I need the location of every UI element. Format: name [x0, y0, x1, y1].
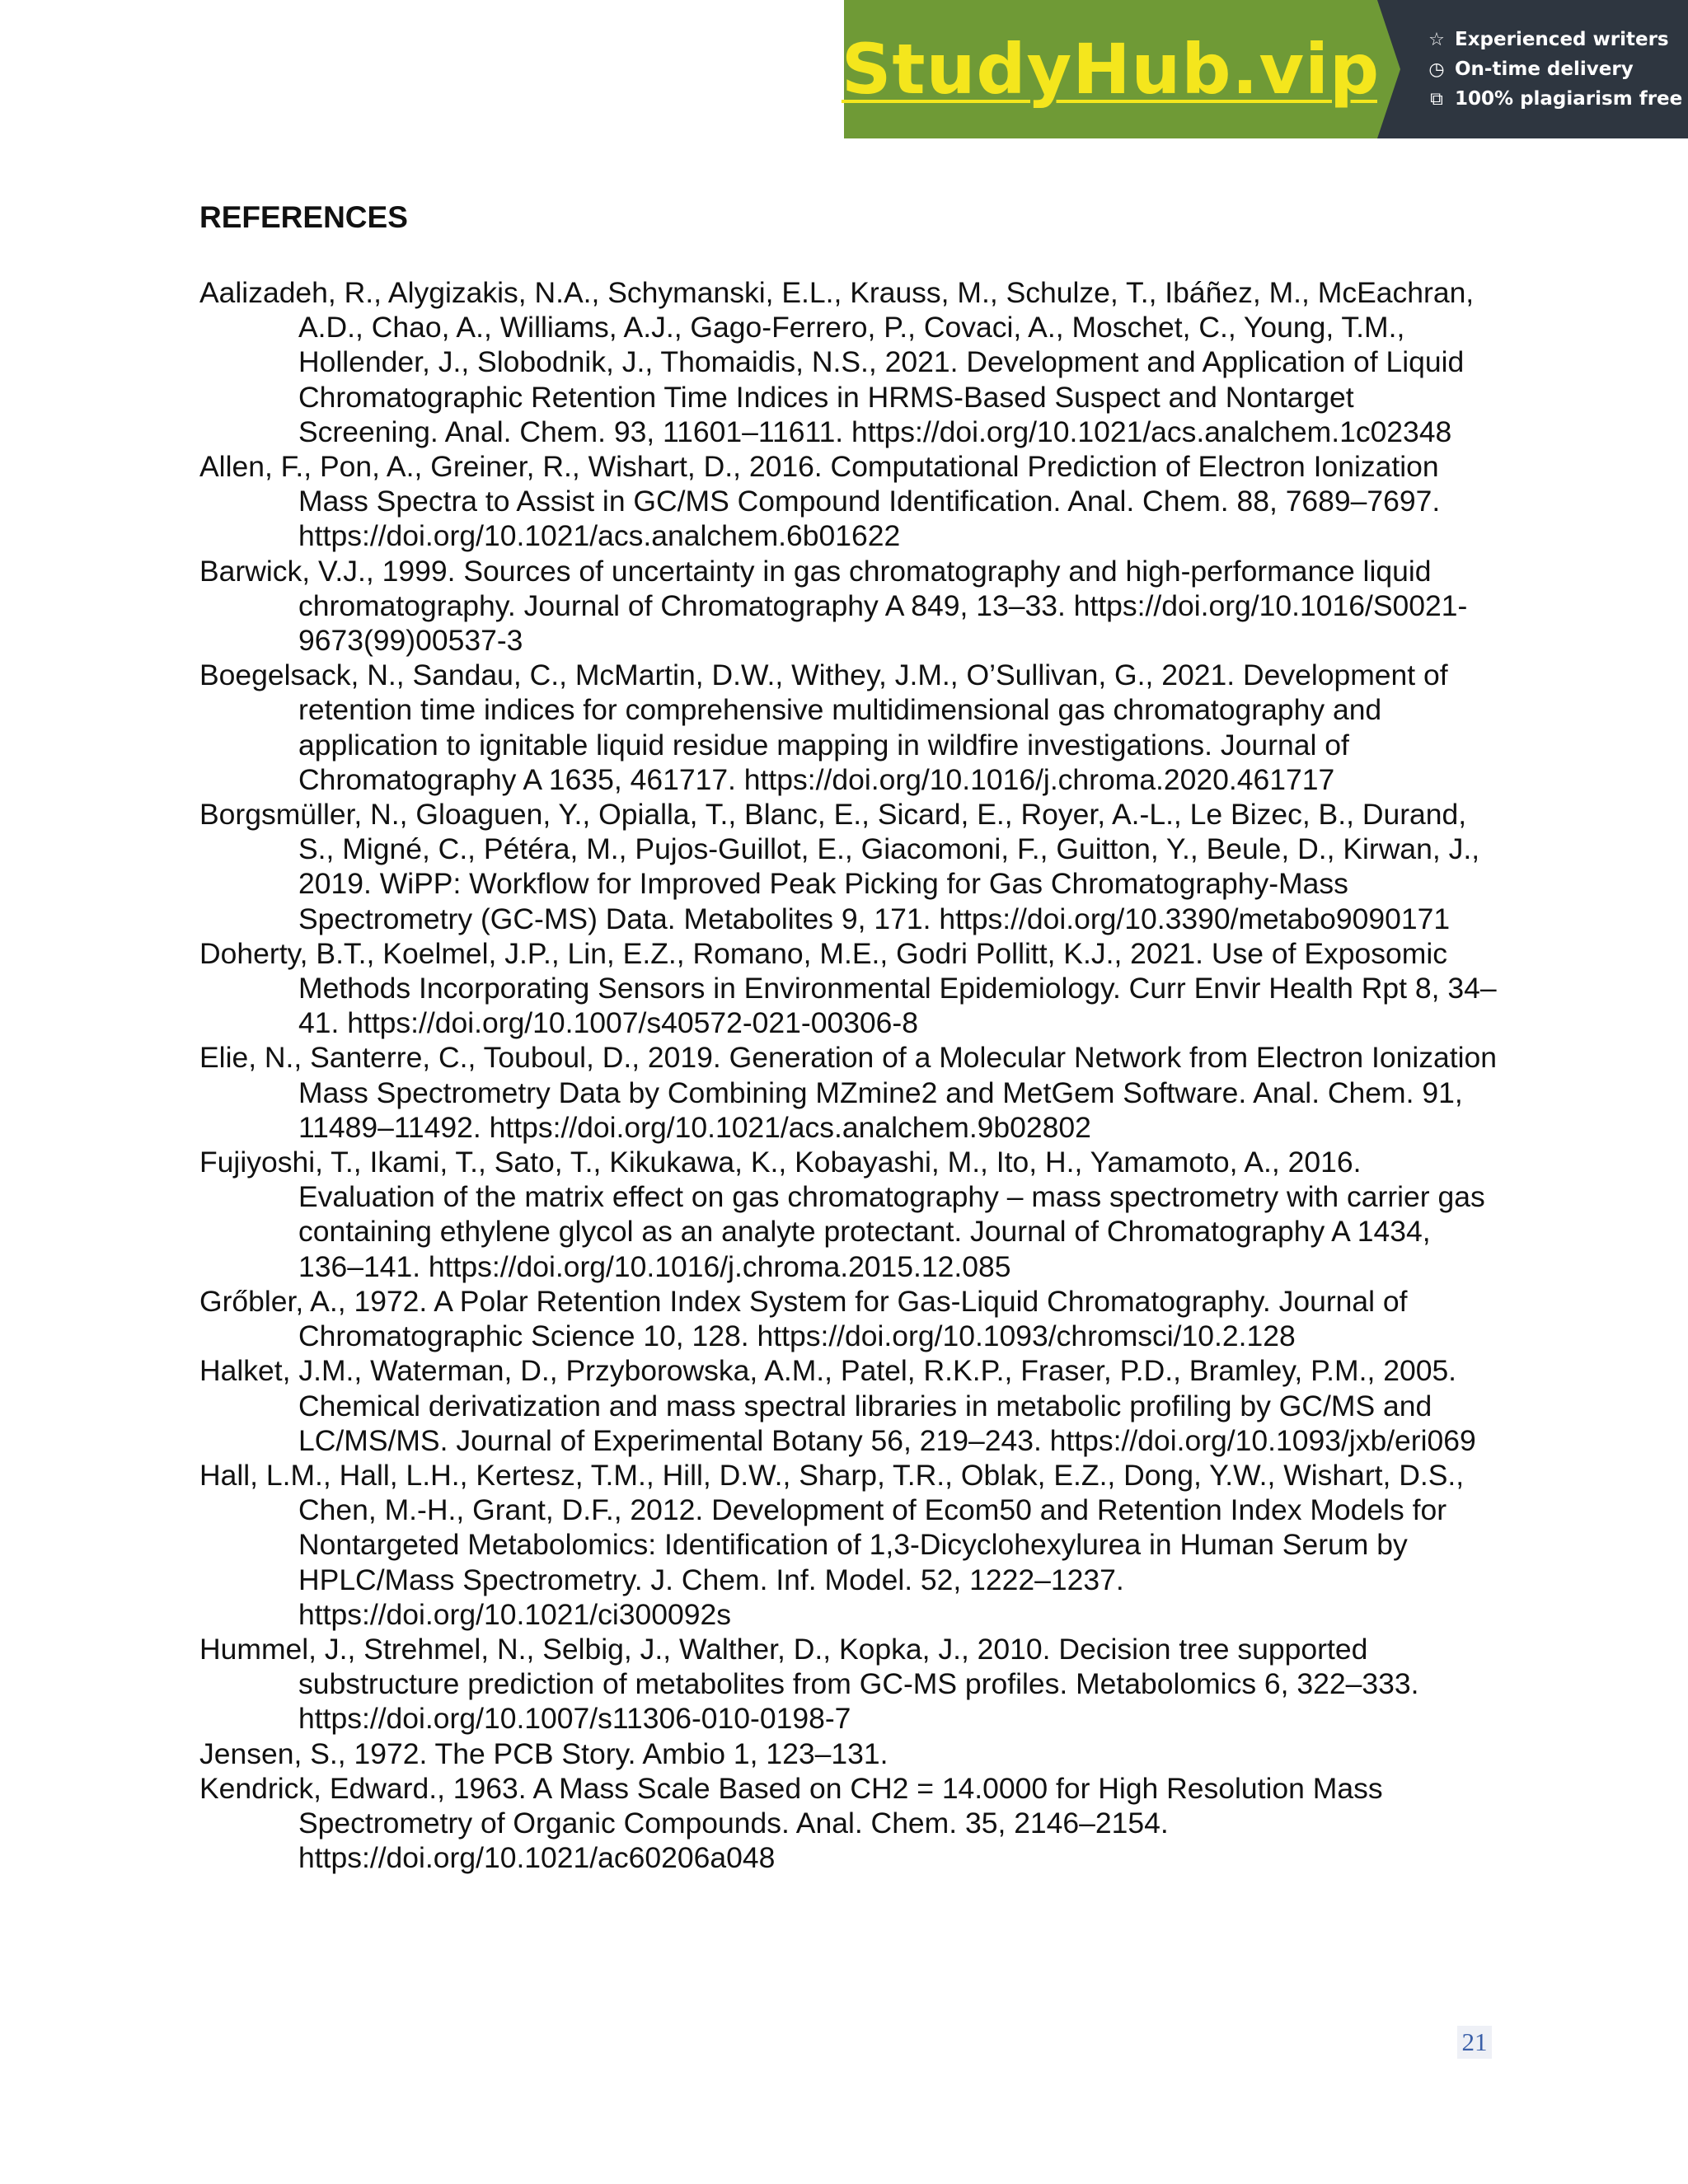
- reference-item: Halket, J.M., Waterman, D., Przyborowska, A.M., Patel, R.K.P., Fraser, P.D., Bramley, P.M., 2005. Chemical derivatization and mass spectral libraries in metabolic profiling by GC/MS and LC/MS/MS. Journal of Experimental Botany 56, 219–243. https://doi.org/10.1093/jxb/eri069: [199, 1354, 1476, 1457]
- reference-item: Jensen, S., 1972. The PCB Story. Ambio 1, 123–131.: [199, 1736, 889, 1770]
- feature-label: On-time delivery: [1455, 59, 1634, 80]
- reference-item: Grőbler, A., 1972. A Polar Retention Index System for Gas-Liquid Chromatography. Journal of Chromatographic Science 10, 128. https://doi.org/10.1093/chromsci/10.2.128: [199, 1284, 1408, 1353]
- reference-item: Fujiyoshi, T., Ikami, T., Sato, T., Kikukawa, K., Kobayashi, M., Ito, H., Yamamoto, A., 2016. Evaluation of the matrix effect on gas chromatography – mass spectrometry with carrier gas containing ethylene glycol as an analyte protectant. Journal of Chromatography A 1434, 136–141. https://doi.org/10.1016/j.chroma.2015.12.085: [199, 1146, 1485, 1283]
- star-icon: ☆: [1428, 29, 1445, 50]
- reference-item: Hall, L.M., Hall, L.H., Kertesz, T.M., Hill, D.W., Sharp, T.R., Oblak, E.Z., Dong, Y.W., Wishart, D.S., Chen, M.-H., Grant, D.F., 2012. Development of Ecom50 and Retention Index Models for Nontargeted Metabolomics: Identification of 1,3-Dicyclohexylurea in Human Serum by HPLC/Mass Spectrometry. J. Chem. Inf. Model. 52, 1222–1237. https://doi.org/10.1021/ci300092s: [199, 1458, 1465, 1631]
- reference-item: Boegelsack, N., Sandau, C., McMartin, D.W., Withey, J.M., O’Sullivan, G., 2021. Development of retention time indices for comprehensive multidimensional gas chromatography and application to ignitable liquid residue mapping in wildfire investigations. Journal of Chromatography A 1635, 461717. https://doi.org/10.1016/j.chroma.2020.461717: [199, 658, 1448, 796]
- studyhub-banner[interactable]: [841, 0, 1688, 138]
- references-heading: REFERENCES: [199, 200, 408, 234]
- clock-icon: ◷: [1428, 59, 1445, 80]
- copy-icon: ⧉: [1430, 88, 1443, 110]
- reference-item: Allen, F., Pon, A., Greiner, R., Wishart, D., 2016. Computational Prediction of Electron Ionization Mass Spectra to Assist in GC/MS Compound Identification. Anal. Chem. 88, 7689–7697. https://doi.org/10.1021/acs.analchem.6b01622: [199, 450, 1441, 553]
- reference-item: Hummel, J., Strehmel, N., Selbig, J., Walther, D., Kopka, J., 2010. Decision tree supported substructure prediction of metabolites from GC-MS profiles. Metabolomics 6, 322–333. https://doi.org/10.1007/s11306-010-0198-7: [199, 1632, 1419, 1736]
- feature-label: Experienced writers: [1455, 29, 1669, 50]
- feature-experienced-writers: [1427, 29, 1688, 50]
- banner-features: [1377, 0, 1688, 138]
- reference-item: Barwick, V.J., 1999. Sources of uncertainty in gas chromatography and high-performance liquid chromatography. Journal of Chromatography A 849, 13–33. https://doi.org/10.1016/S0021-9673(99)00537-3: [199, 554, 1468, 658]
- page-number: 21: [1457, 2026, 1492, 2059]
- feature-label: 100% plagiarism free: [1455, 88, 1683, 110]
- reference-item: Doherty, B.T., Koelmel, J.P., Lin, E.Z., Romano, M.E., Godri Pollitt, K.J., 2021. Use of Exposomic Methods Incorporating Sensors in Environmental Epidemiology. Curr Envir Health Rpt 8, 34–41. https://doi.org/10.1007/s40572-021-00306-8: [199, 936, 1497, 1040]
- feature-plagiarism-free: [1427, 88, 1688, 110]
- reference-list: [199, 275, 1502, 1875]
- logo-text: StudyHub.vip: [841, 29, 1381, 110]
- reference-item: Borgsmüller, N., Gloaguen, Y., Opialla, T., Blanc, E., Sicard, E., Royer, A.-L., Le Bizec, B., Durand, S., Migné, C., Pétéra, M., Pujos-Guillot, E., Giacomoni, F., Guitton, Y., Beule, D., Kirwan, J., 2019. WiPP: Workflow for Improved Peak Picking for Gas Chromatography-Mass Spectrometry (GC-MS) Data. Metabolites 9, 171. https://doi.org/10.3390/metabo9090171: [199, 798, 1480, 935]
- reference-item: Kendrick, Edward., 1963. A Mass Scale Based on CH2 = 14.0000 for High Resolution Mass Spectrometry of Organic Compounds. Anal. Chem. 35, 2146–2154. https://doi.org/10.1021/ac60206a048: [199, 1771, 1383, 1875]
- document-body: [199, 198, 1502, 1875]
- feature-on-time-delivery: [1427, 59, 1688, 80]
- reference-item: Elie, N., Santerre, C., Touboul, D., 2019. Generation of a Molecular Network from Electron Ionization Mass Spectrometry Data by Combining MZmine2 and MetGem Software. Anal. Chem. 91, 11489–11492. https://doi.org/10.1021/acs.analchem.9b02802: [199, 1041, 1497, 1144]
- reference-item: Aalizadeh, R., Alygizakis, N.A., Schymanski, E.L., Krauss, M., Schulze, T., Ibáñez, M., McEachran, A.D., Chao, A., Williams, A.J., Gago-Ferrero, P., Covaci, A., Moschet, C., Young, T.M., Hollender, J., Slobodnik, J., Thomaidis, N.S., 2021. Development and Application of Liquid Chromatographic Retention Time Indices in HRMS-Based Suspect and Nontarget Screening. Anal. Chem. 93, 11601–11611. https://doi.org/10.1021/acs.analchem.1c02348: [199, 276, 1475, 448]
- studyhub-logo[interactable]: [841, 0, 1381, 138]
